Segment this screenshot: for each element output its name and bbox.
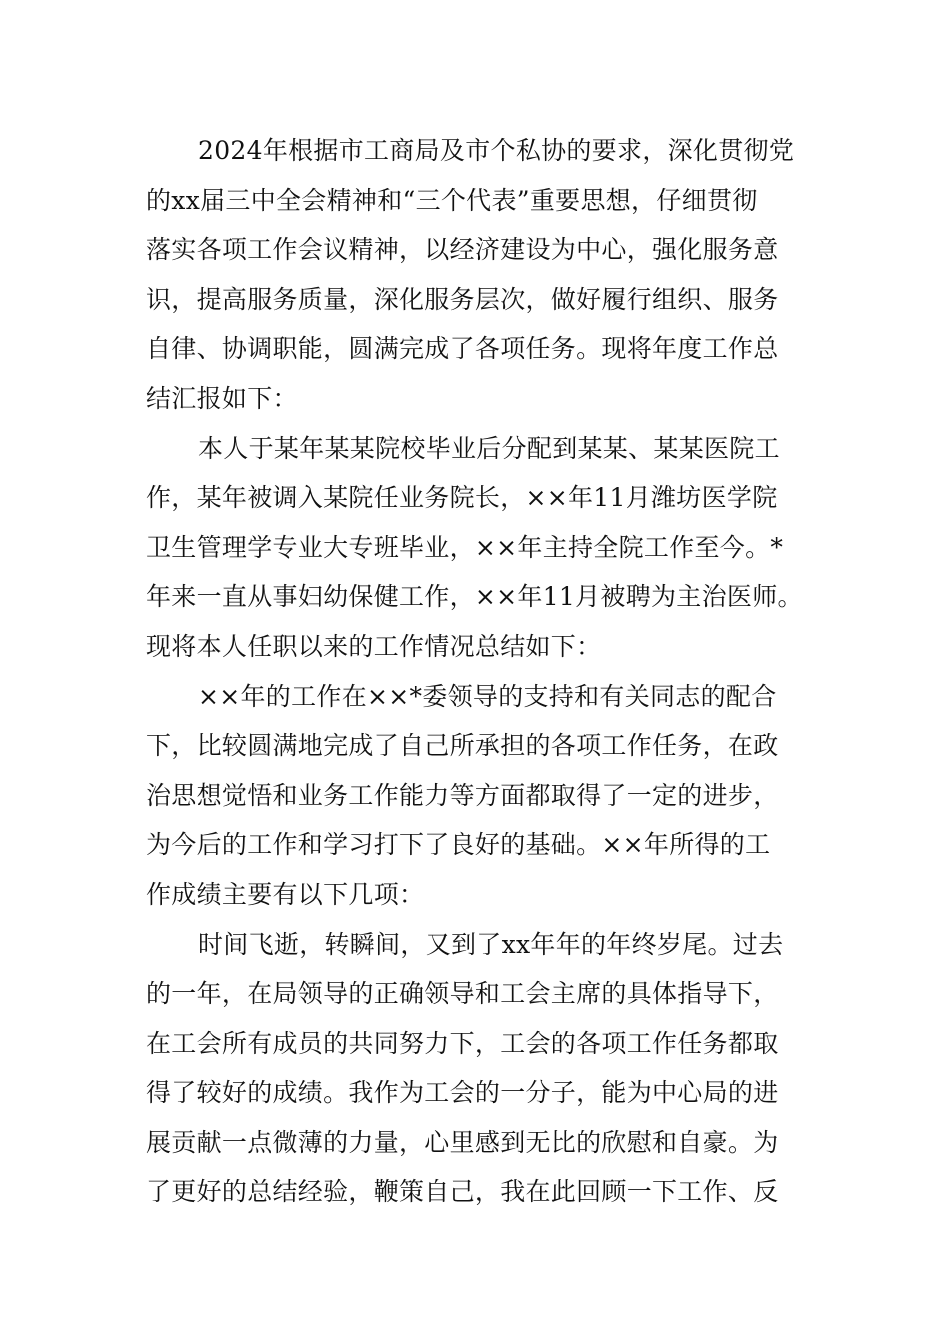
paragraph-line: 作，某年被调入某院任业务院长，××年11月潍坊医学院 (146, 483, 778, 513)
paragraph-2 (146, 424, 836, 672)
paragraph-line: 为今后的工作和学习打下了良好的基础。××年所得的工 (146, 830, 771, 860)
paragraph-line: 结汇报如下： (146, 383, 298, 413)
paragraph-line: 落实各项工作会议精神，以经济建设为中心，强化服务意 (146, 235, 779, 265)
paragraph-line: 下，比较圆满地完成了自己所承担的各项工作任务，在政 (146, 731, 779, 761)
paragraph-line: 的一年，在局领导的正确领导和工会主席的具体指导下， (146, 979, 779, 1009)
paragraph-line: 自律、协调职能，圆满完成了各项任务。现将年度工作总 (146, 334, 779, 364)
paragraph-line: 的xx届三中全会精神和“三个代表”重要思想，仔细贯彻 (146, 185, 758, 215)
paragraph-line: 得了较好的成绩。我作为工会的一分子，能为中心局的进 (146, 1078, 779, 1108)
paragraph-line: 作成绩主要有以下几项： (146, 879, 425, 909)
paragraph-4 (146, 920, 836, 1218)
paragraph-line: 了更好的总结经验，鞭策自己，我在此回顾一下工作、反 (146, 1177, 779, 1207)
paragraph-line: ××年的工作在××*委领导的支持和有关同志的配合 (198, 681, 777, 711)
paragraph-line: 年来一直从事妇幼保健工作，××年11月被聘为主治医师。 (146, 582, 803, 612)
paragraph-line: 2024年根据市工商局及市个私协的要求，深化贯彻党 (198, 136, 795, 165)
paragraph-line: 识，提高服务质量，深化服务层次，做好履行组织、服务 (146, 284, 779, 314)
paragraph-line: 治思想觉悟和业务工作能力等方面都取得了一定的进步， (146, 780, 779, 810)
paragraph-line: 卫生管理学专业大专班毕业，××年主持全院工作至今。* (146, 532, 784, 562)
paragraph-line: 展贡献一点微薄的力量，心里感到无比的欣慰和自豪。为 (146, 1127, 779, 1157)
paragraph-line: 现将本人任职以来的工作情况总结如下： (146, 631, 602, 661)
document-body (146, 126, 836, 1217)
paragraph-3 (146, 672, 836, 920)
paragraph-line: 时间飞逝，转瞬间，又到了xx年年的年终岁尾。过去 (198, 929, 784, 959)
paragraph-1 (146, 126, 836, 424)
paragraph-line: 本人于某年某某院校毕业后分配到某某、某某医院工 (198, 433, 780, 463)
paragraph-line: 在工会所有成员的共同努力下，工会的各项工作任务都取 (146, 1028, 779, 1058)
